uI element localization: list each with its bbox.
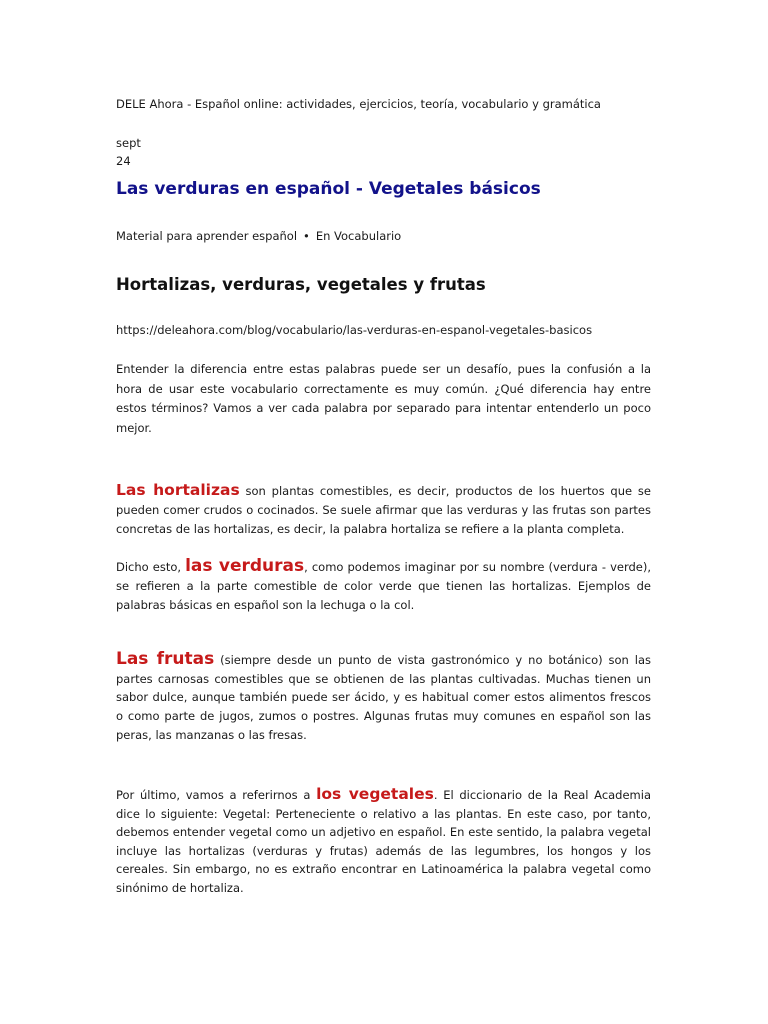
verduras-paragraph xyxy=(116,557,651,615)
intro-paragraph: Entender la diferencia entre estas palabras puede ser un desafío, pues la confusión a la hora de usar este vocabulario correctamente es muy común. ¿Qué diferencia hay entre estos términos? Vamos a ver cada palabra por separado para intentar entenderlo un poco mejor. xyxy=(116,362,651,435)
article-heading: Hortalizas, verduras, vegetales y frutas xyxy=(116,275,486,294)
verduras-text: , como podemos imaginar por su nombre (verdura - verde), se refieren a la parte comestible de color verde que tienen las hortalizas. Ejemplos de palabras básicas en español son la lechuga o la col. xyxy=(116,560,651,612)
frutas-text: (siempre desde un punto de vista gastronómico y no botánico) son las partes carnosas comestibles que se obtienen de las plantas cultivadas. Muchas tienen un sabor dulce, aunque también puede ser ácido, y es habitual comer estos alimentos frescos o como parte de jugos, zumos o postres. Algunas frutas muy comunes en español son las peras, las manzanas o las fresas. xyxy=(116,653,651,742)
vegetales-term: los vegetales xyxy=(316,785,434,803)
hortalizas-text: son plantas comestibles, es decir, productos de los huertos que se pueden comer crudos o cocinados. Se suele afirmar que las verduras y las frutas son partes concretas de las hortalizas, es decir, la palabra hortaliza se refiere a la planta completa. xyxy=(116,484,651,536)
verduras-lead: Dicho esto, xyxy=(116,560,186,574)
site-title: DELE Ahora - Español online: actividades, ejercicios, teoría, vocabulario y gramática xyxy=(116,97,601,111)
post-meta xyxy=(116,228,401,244)
post-date-day: 24 xyxy=(116,154,131,168)
vegetales-text: . El diccionario de la Real Academia dice lo siguiente: Vegetal: Perteneciente o relativo a las plantas. En este caso, por tanto, debemos entender vegetal como un adjetivo en español. En este sentido, la palabra vegetal incluye las hortalizas (verduras y frutas) además de las legumbres, los hongos y los cereales. Sin embargo, no es extraño encontrar en Latinoamérica la palabra vegetal como sinónimo de hortaliza. xyxy=(116,788,652,895)
post-date xyxy=(116,134,141,170)
hortalizas-paragraph xyxy=(116,481,651,539)
hortalizas-term: Las hortalizas xyxy=(116,481,240,499)
category-link[interactable]: En Vocabulario xyxy=(315,229,402,243)
vegetales-paragraph xyxy=(116,785,651,898)
article-url[interactable]: https://deleahora.com/blog/vocabulario/las-verduras-en-espanol-vegetales-basicos xyxy=(116,323,593,337)
verduras-term: las verduras xyxy=(185,556,305,576)
frutas-term: Las frutas xyxy=(116,649,215,669)
frutas-paragraph xyxy=(116,650,651,745)
category-label: Material para aprender español xyxy=(116,229,298,243)
vegetales-lead: Por último, vamos a referirnos a xyxy=(116,788,317,802)
post-title[interactable]: Las verduras en español - Vegetales básicos xyxy=(116,179,541,199)
post-date-month: sept xyxy=(116,136,141,150)
meta-separator: • xyxy=(303,229,310,243)
